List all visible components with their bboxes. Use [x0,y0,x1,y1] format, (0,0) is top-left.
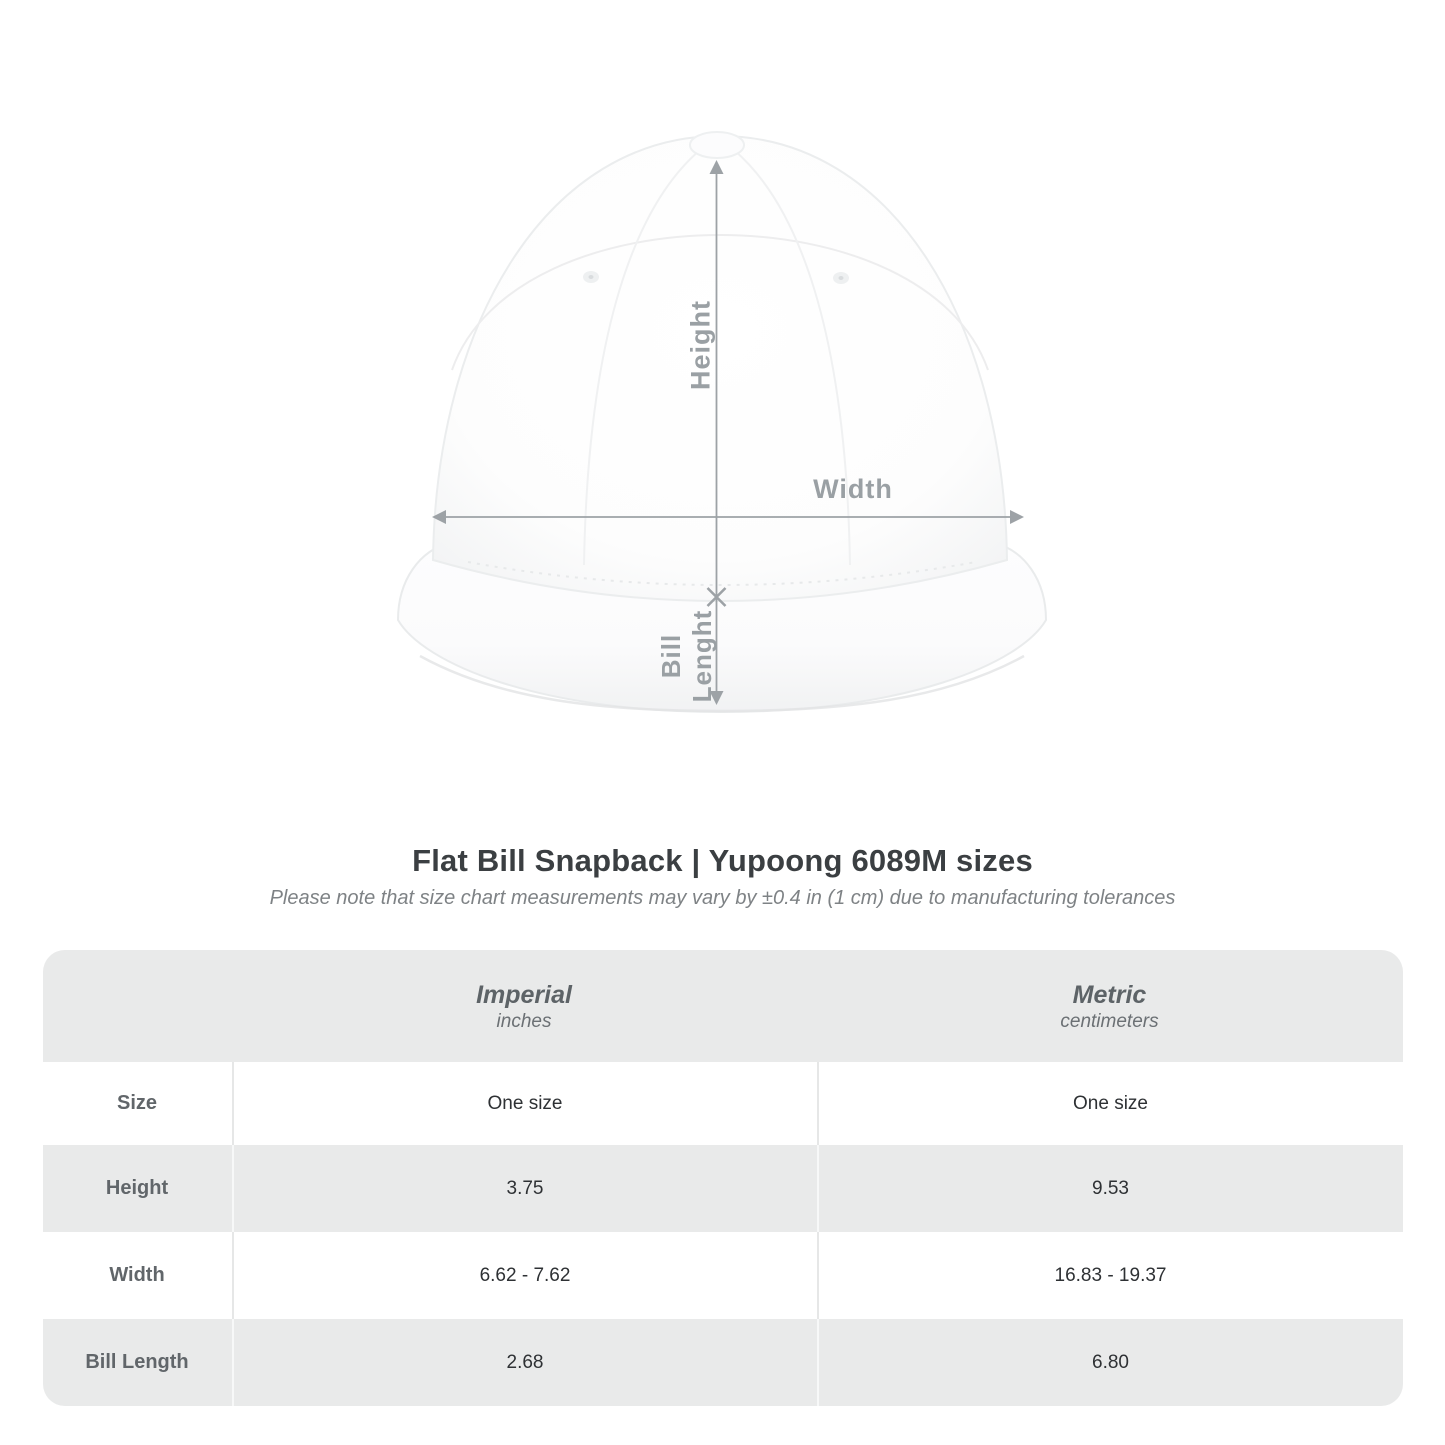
bill-label-line2: Lenght [687,609,717,703]
metric-value: One size [817,1062,1403,1145]
metric-title: Metric [1072,981,1147,1009]
title-block [0,844,1445,910]
width-dimension-label: Width [813,474,893,504]
imperial-value: 6.62 - 7.62 [232,1232,817,1319]
height-dimension-label: Height [685,300,716,390]
row-label: Size [116,1092,158,1114]
table-row-width [43,1232,1403,1319]
bill-label-line1: Bill [656,633,686,679]
page-title: Flat Bill Snapback | Yupoong 6089M sizes [412,843,1033,878]
imperial-unit: inches [496,1011,552,1032]
corner-cell [43,1005,232,1007]
metric-unit: centimeters [1060,1011,1159,1032]
row-label: Bill Length [85,1351,189,1373]
imperial-title: Imperial [476,981,572,1009]
imperial-value: 2.68 [232,1319,817,1406]
tolerance-note: Please note that size chart measurements may vary by ±0.4 in (1 cm) due to manufacturing tolerances [269,887,1176,909]
row-label: Width [109,1264,165,1286]
imperial-value: 3.75 [232,1145,817,1232]
row-label: Height [105,1177,169,1199]
imperial-column-header [232,978,817,1034]
crown-button [690,132,744,158]
metric-value: 16.83 - 19.37 [817,1232,1403,1319]
eyelet-right [833,272,849,284]
metric-value: 9.53 [817,1145,1403,1232]
table-row-bill-length [43,1319,1403,1406]
size-chart-table [43,950,1403,1406]
metric-column-header [817,978,1403,1034]
bill-length-dimension-label [656,610,718,703]
metric-value: 6.80 [817,1319,1403,1406]
table-header-row [43,950,1403,1062]
hat-crown [433,132,1007,601]
eyelet-left [583,271,599,283]
imperial-value: One size [232,1062,817,1145]
table-row-size [43,1062,1403,1145]
table-row-height [43,1145,1403,1232]
